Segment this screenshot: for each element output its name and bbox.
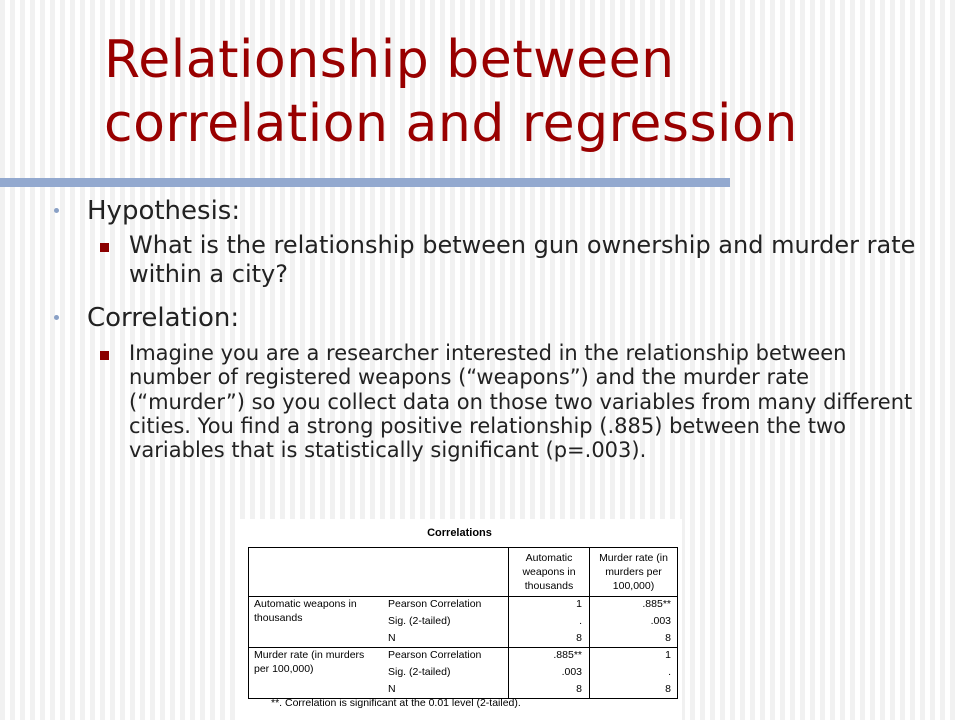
stat-label: Pearson Correlation: [388, 649, 482, 661]
table-cell: .003: [561, 666, 582, 678]
table-cell: 8: [576, 683, 582, 695]
bullet-dot-icon: [54, 315, 59, 320]
table-cell: 8: [665, 632, 671, 644]
table-cell: 1: [665, 649, 671, 661]
table-cell: .003: [650, 615, 671, 627]
table-cell: .885**: [642, 598, 671, 610]
square-bullet-icon: [100, 351, 109, 360]
row-variable-label: Automatic weapons in thousands: [254, 598, 357, 624]
slide-title: Relationship between correlation and regression: [104, 30, 798, 154]
sub-bullet-text: Imagine you are a researcher interested in the relationship between number of registered weapons (“weapons”) and the murder rate (“murder”) so you collect data on those two variables from many different cities. You find a strong positive relationship (.885) between the two variables that is statistically significant (p=.003).: [129, 341, 913, 463]
table-caption: Correlations: [427, 527, 492, 539]
table-cell: .885**: [553, 649, 582, 661]
col-header: Automatic weapons in thousands: [522, 552, 576, 592]
sub-bullet-text: What is the relationship between gun ownership and murder rate within a city?: [129, 231, 916, 288]
stat-label: Pearson Correlation: [388, 598, 482, 610]
title-underline-rule: [0, 178, 730, 187]
row-variable-label: Murder rate (in murders per 100,000): [254, 649, 365, 675]
bullet-heading: Correlation:: [87, 303, 240, 333]
bullet-dot-icon: [54, 208, 59, 213]
stat-label: N: [388, 683, 396, 695]
correlations-table: [237, 519, 682, 720]
square-bullet-icon: [100, 243, 109, 252]
stat-label: Sig. (2-tailed): [388, 666, 451, 678]
table-footnote: **. Correlation is significant at the 0.01 level (2-tailed).: [271, 697, 521, 709]
col-header: Murder rate (in murders per 100,000): [599, 552, 668, 592]
table-cell: .: [579, 615, 582, 627]
table-cell: 1: [576, 598, 582, 610]
bullet-heading: Hypothesis:: [87, 196, 241, 226]
stat-label: Sig. (2-tailed): [388, 615, 451, 627]
table-cell: 8: [665, 683, 671, 695]
table-cell: .: [668, 666, 671, 678]
table-grid: [248, 547, 678, 709]
table-cell: 8: [576, 632, 582, 644]
stat-label: N: [388, 632, 396, 644]
